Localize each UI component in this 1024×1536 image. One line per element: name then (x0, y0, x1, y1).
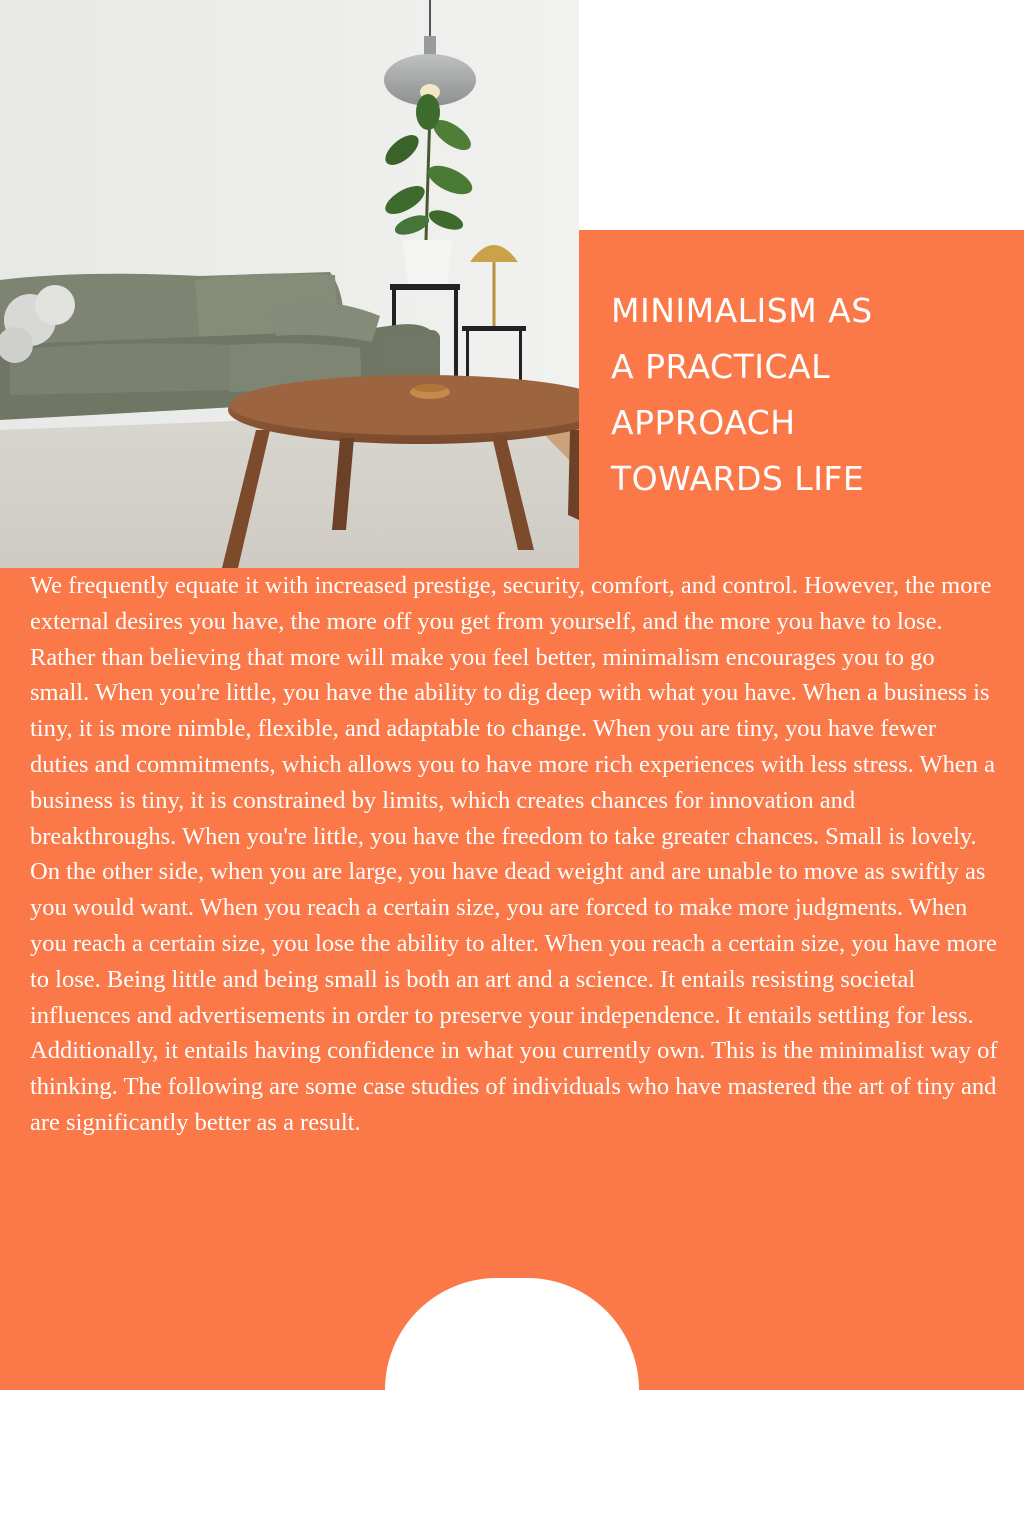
article-title: MINIMALISM AS A PRACTICAL APPROACH TOWARDS LIFE (611, 291, 873, 498)
article-body: We frequently equate it with increased prestige, security, comfort, and control. However, the more external desires you have, the more off you get from yourself, and the more you have to lose. Rather than believing that more will make you feel better, minimalism encourages you to go small. When you're little, you have the ability to dig deep with what you have. When a business is tiny, it is more nimble, flexible, and adaptable to change. When you are tiny, you have fewer duties and commitments, which allows you to have more rich experiences with less stress. When a business is tiny, it is constrained by limits, which creates chances for innovation and breakthroughs. When you're little, you have the freedom to take greater chances. Small is lovely. On the other side, when you are large, you have dead weight and are unable to move as swiftly as you would want. When you reach a certain size, you are forced to make more judgments. When you reach a certain size, you lose the ability to alter. When you reach a certain size, you have more to lose. Being little and being small is both an art and a science. It entails resisting societal influences and advertisements in order to preserve your independence. It entails settling for less. Additionally, it entails having confidence in what you currently own. This is the minimalist way of thinking. The following are some case studies of individuals who have mastered the art of tiny and are significantly better as a result. (30, 572, 998, 1136)
living-room-photo (0, 0, 579, 568)
